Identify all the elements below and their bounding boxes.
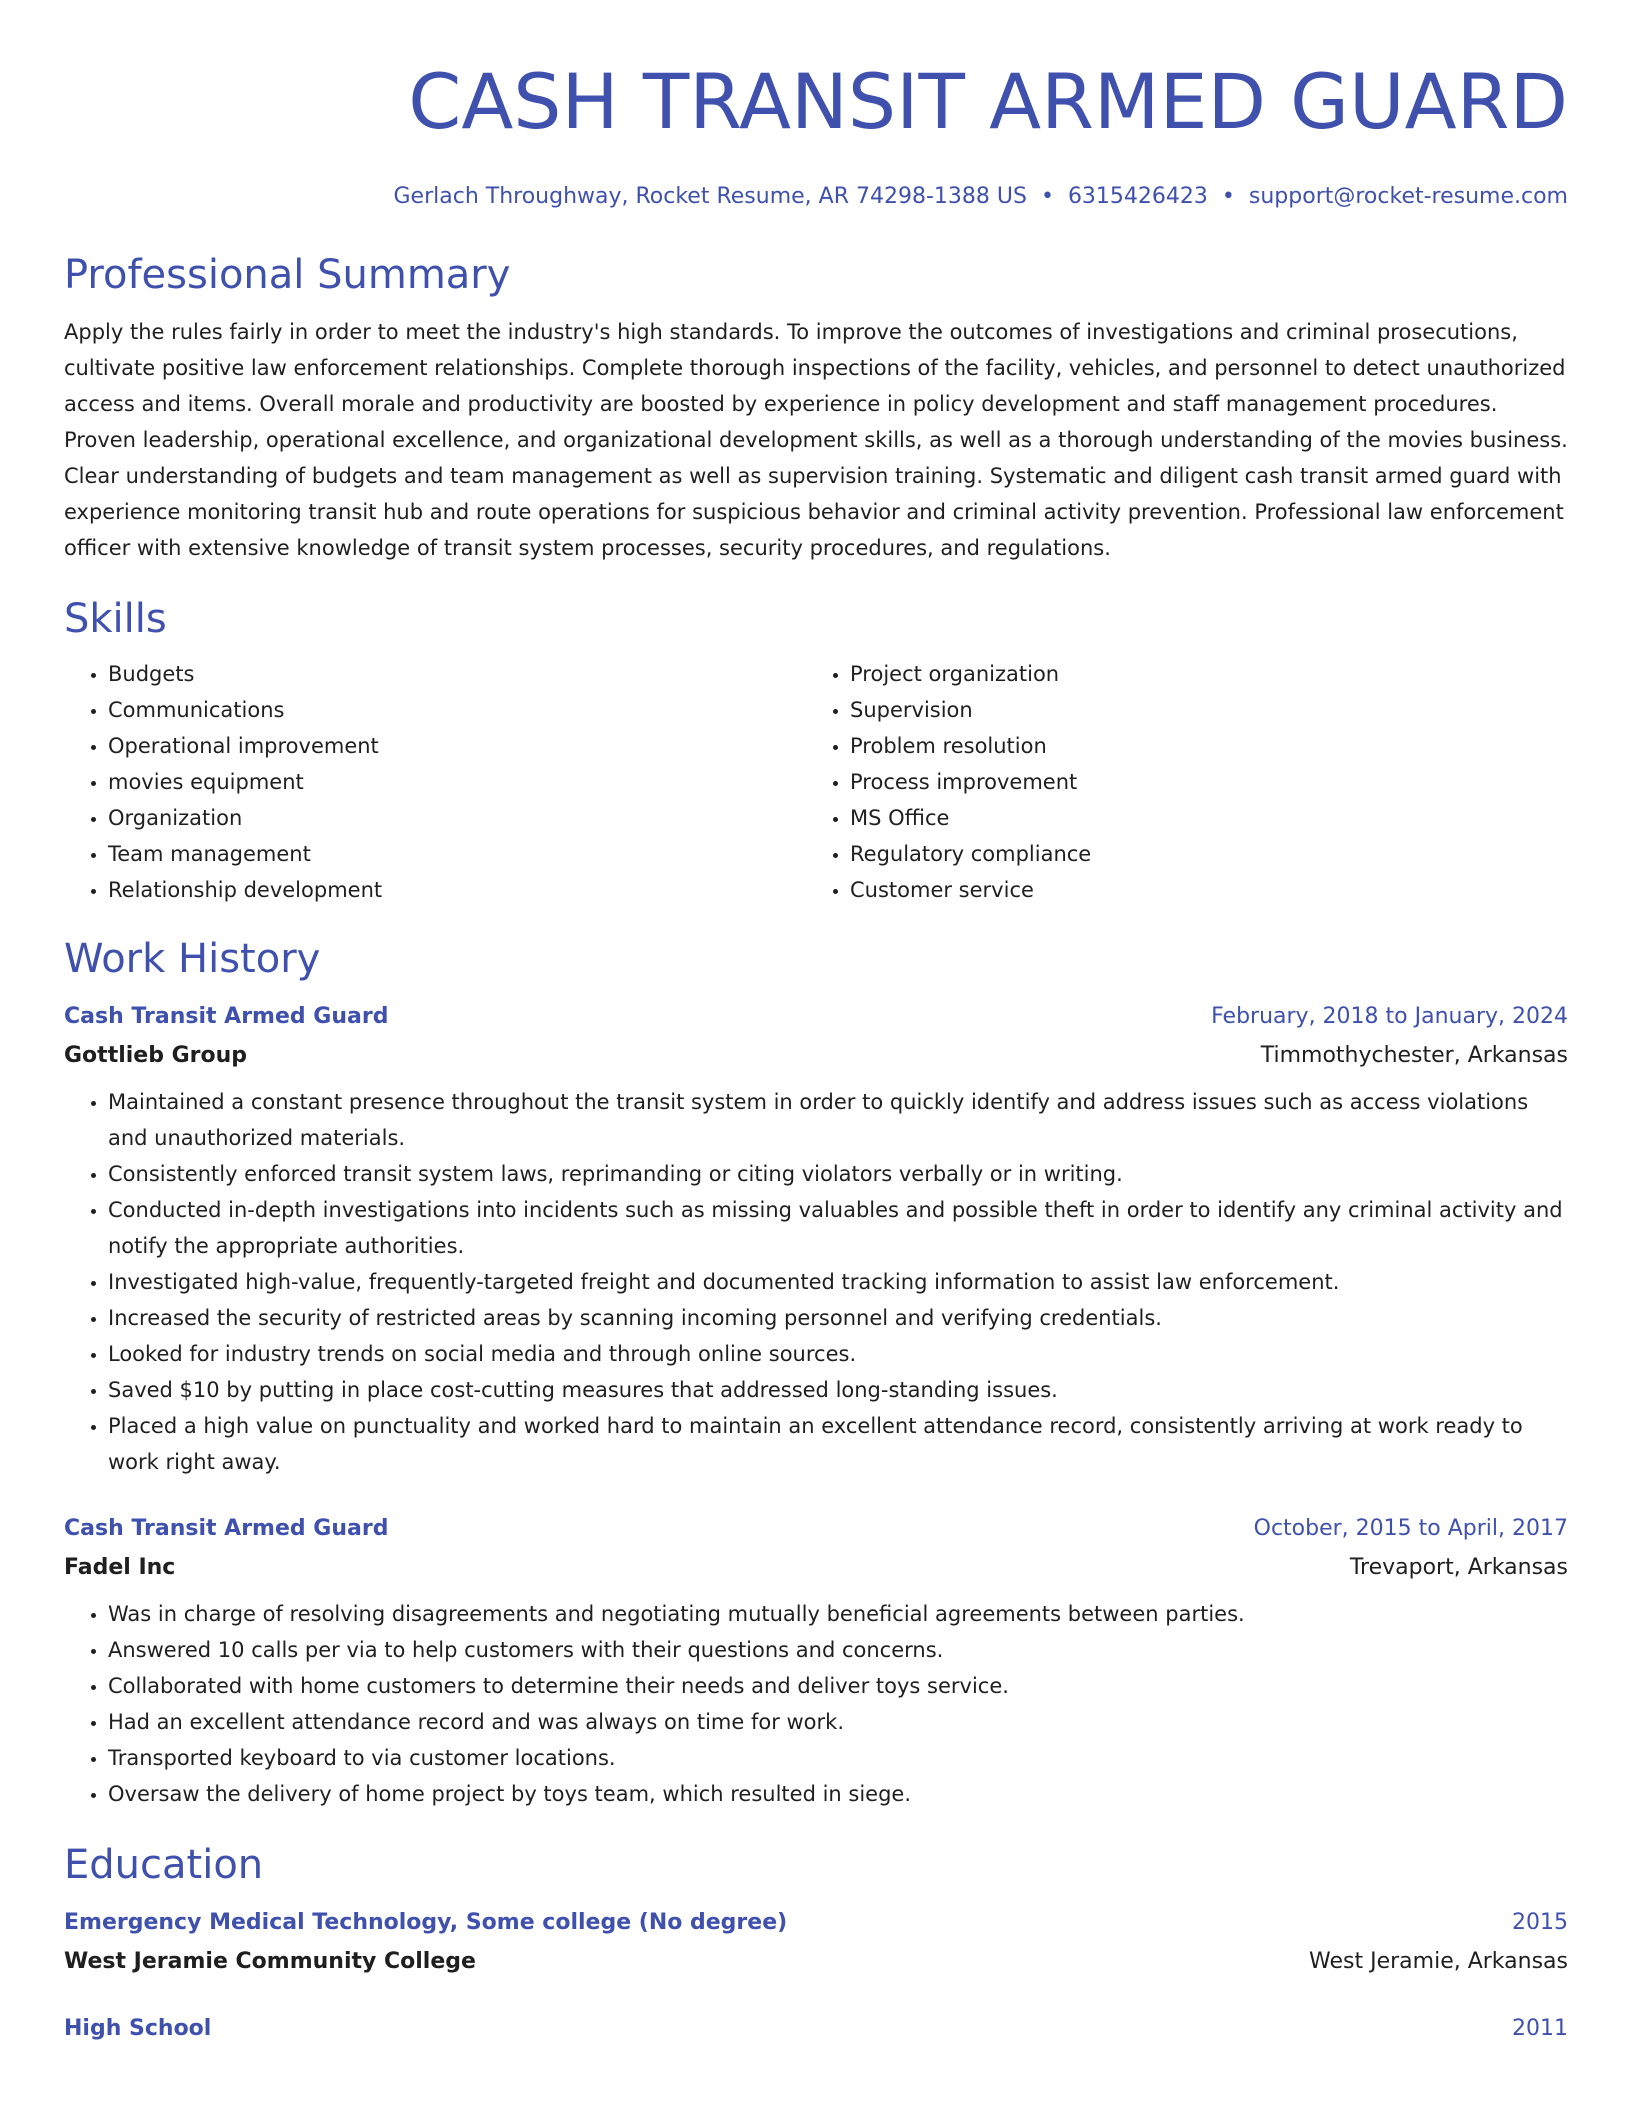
job-dates: October, 2015 to April, 2017 bbox=[1253, 1516, 1568, 1541]
job-bullet: • Investigated high-value, frequently-targeted freight and documented tracking information to assist law enforcement. bbox=[108, 1264, 1568, 1300]
job-bullet: • Consistently enforced transit system laws, reprimanding or citing violators verbally or in writing. bbox=[108, 1156, 1568, 1192]
job-company: Fadel Inc bbox=[64, 1555, 176, 1580]
job-title: Cash Transit Armed Guard bbox=[64, 1004, 389, 1029]
job-entry bbox=[64, 998, 1568, 1480]
contact-separator: • bbox=[1221, 184, 1235, 209]
job-location: Timmothychester, Arkansas bbox=[1260, 1043, 1568, 1068]
education-year: 2015 bbox=[1512, 1910, 1568, 1935]
contact-phone: 6315426423 bbox=[1067, 184, 1208, 209]
education-entry bbox=[64, 2010, 1568, 2048]
education-header-row bbox=[64, 1904, 1568, 1942]
job-company: Gottlieb Group bbox=[64, 1043, 248, 1068]
skill-item: • Project organization bbox=[850, 656, 1548, 692]
job-bullet: • Oversaw the delivery of home project by toys team, which resulted in siege. bbox=[108, 1776, 1568, 1812]
job-bullet: • Saved $10 by putting in place cost-cutting measures that addressed long-standing issues. bbox=[108, 1372, 1568, 1408]
skills-column-left bbox=[64, 656, 806, 908]
skill-item: • movies equipment bbox=[108, 764, 806, 800]
job-bullet: • Had an excellent attendance record and was always on time for work. bbox=[108, 1704, 1568, 1740]
job-title: Cash Transit Armed Guard bbox=[64, 1516, 389, 1541]
education-degree: High School bbox=[64, 2016, 212, 2041]
skill-item: • Regulatory compliance bbox=[850, 836, 1548, 872]
education-school-row bbox=[64, 1942, 1568, 1982]
skill-item: • Problem resolution bbox=[850, 728, 1548, 764]
education-header-row bbox=[64, 2010, 1568, 2048]
job-location: Trevaport, Arkansas bbox=[1349, 1555, 1568, 1580]
job-dates: February, 2018 to January, 2024 bbox=[1211, 1004, 1568, 1029]
education-location: West Jeramie, Arkansas bbox=[1309, 1949, 1568, 1974]
job-bullet: • Transported keyboard to via customer locations. bbox=[108, 1740, 1568, 1776]
job-company-row bbox=[64, 1036, 1568, 1076]
skill-item: • Organization bbox=[108, 800, 806, 836]
contact-separator: • bbox=[1040, 184, 1054, 209]
job-bullet: • Placed a high value on punctuality and worked hard to maintain an excellent attendance record, consistently arriving at work ready to work right away. bbox=[108, 1408, 1568, 1480]
education-entry bbox=[64, 1904, 1568, 1982]
job-bullet: • Conducted in-depth investigations into incidents such as missing valuables and possible theft in order to identify any criminal activity and notify the appropriate authorities. bbox=[108, 1192, 1568, 1264]
job-bullets bbox=[64, 1084, 1568, 1480]
skill-item: • MS Office bbox=[850, 800, 1548, 836]
skill-item: • Communications bbox=[108, 692, 806, 728]
job-bullet: • Collaborated with home customers to determine their needs and deliver toys service. bbox=[108, 1668, 1568, 1704]
job-bullet: • Answered 10 calls per via to help customers with their questions and concerns. bbox=[108, 1632, 1568, 1668]
job-company-row bbox=[64, 1548, 1568, 1588]
education-heading: Education bbox=[64, 1842, 264, 1888]
contact-email: support@rocket-resume.com bbox=[1248, 184, 1568, 209]
education-degree: Emergency Medical Technology, Some college (No degree) bbox=[64, 1910, 788, 1935]
job-header-row bbox=[64, 1510, 1568, 1548]
skill-item: • Operational improvement bbox=[108, 728, 806, 764]
skills-grid bbox=[64, 656, 1568, 908]
skills-heading: Skills bbox=[64, 596, 167, 642]
job-bullet: • Maintained a constant presence throughout the transit system in order to quickly identify and address issues such as access violations and unauthorized materials. bbox=[108, 1084, 1568, 1156]
job-bullets bbox=[64, 1596, 1568, 1812]
summary-text: Apply the rules fairly in order to meet the industry's high standards. To improve the outcomes of investigations and criminal prosecutions, cultivate positive law enforcement relationships. Complete thorough inspections of the facility, vehicles, and personnel to detect unauthorized access and items. Overall morale and productivity are boosted by experience in policy development and staff management procedures. Proven leadership, operational excellence, and organizational development skills, as well as a thorough understanding of the movies business. Clear understanding of budgets and team management as well as supervision training. Systematic and diligent cash transit armed guard with experience monitoring transit hub and route operations for suspicious behavior and criminal activity prevention. Professional law enforcement officer with extensive knowledge of transit system processes, security procedures, and regulations. bbox=[64, 320, 1568, 560]
job-bullet: • Looked for industry trends on social media and through online sources. bbox=[108, 1336, 1568, 1372]
skill-item: • Process improvement bbox=[850, 764, 1548, 800]
skill-item: • Relationship development bbox=[108, 872, 806, 908]
contact-address: Gerlach Throughway, Rocket Resume, AR 74298-1388 US bbox=[393, 184, 1027, 209]
resume-title: CASH TRANSIT ARMED GUARD bbox=[408, 57, 1568, 146]
work-history-heading: Work History bbox=[64, 936, 321, 982]
job-entry bbox=[64, 1510, 1568, 1812]
summary-heading: Professional Summary bbox=[64, 252, 511, 298]
job-bullet: • Was in charge of resolving disagreements and negotiating mutually beneficial agreements between parties. bbox=[108, 1596, 1568, 1632]
skill-item: • Budgets bbox=[108, 656, 806, 692]
job-bullet: • Increased the security of restricted areas by scanning incoming personnel and verifying credentials. bbox=[108, 1300, 1568, 1336]
skills-column-right bbox=[806, 656, 1548, 908]
skill-item: • Customer service bbox=[850, 872, 1548, 908]
education-school: West Jeramie Community College bbox=[64, 1949, 476, 1974]
contact-line bbox=[64, 182, 1568, 212]
skill-item: • Team management bbox=[108, 836, 806, 872]
skill-item: • Supervision bbox=[850, 692, 1548, 728]
education-year: 2011 bbox=[1512, 2016, 1568, 2041]
job-header-row bbox=[64, 998, 1568, 1036]
